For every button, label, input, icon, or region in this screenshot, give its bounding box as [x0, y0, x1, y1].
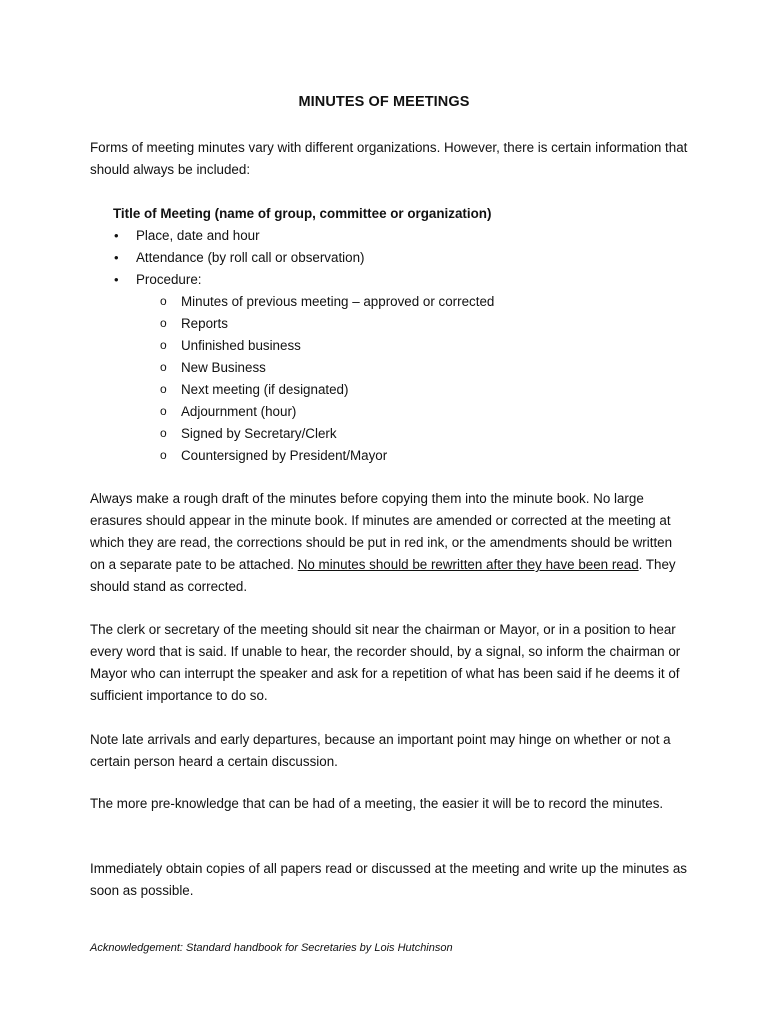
circle-bullet-icon: o: [160, 426, 167, 440]
circle-bullet-icon: o: [160, 316, 167, 330]
draft-paragraph: [90, 488, 690, 598]
list-item-text: New Business: [181, 360, 266, 375]
page-title: MINUTES OF MEETINGS: [298, 94, 470, 110]
list-item-text: Reports: [181, 316, 228, 331]
list-item-text: Next meeting (if designated): [181, 382, 349, 397]
list-item: [113, 269, 365, 291]
list-item: [158, 379, 494, 401]
section-heading: Title of Meeting (name of group, committee or organization): [113, 206, 492, 221]
clerk-paragraph: The clerk or secretary of the meeting should sit near the chairman or Mayor, or in a position to hear every word that is said. If unable to hear, the recorder should, by a signal, so inform the chairman or Mayor who can interrupt the speaker and ask for a repetition of what has been said if he deems it of sufficient importance to do so.: [90, 622, 681, 703]
list-item: [113, 225, 365, 247]
draft-text: Always make a rough draft of the minutes before copying them into the minute book. No large erasures should appear in the minute book. If minutes are amended or corrected at the meeting at which they are read, the corrections should be put in red ink, or the amendments should be written on a separate pate to be attached.: [90, 491, 673, 572]
circle-bullet-icon: o: [160, 448, 167, 462]
bullet-icon: •: [114, 250, 119, 265]
bullet-icon: •: [114, 272, 119, 287]
circle-bullet-icon: o: [160, 382, 167, 396]
list-item: [158, 423, 494, 445]
list-item-text: Adjournment (hour): [181, 404, 297, 419]
list-item: [158, 357, 494, 379]
list-item-text: Attendance (by roll call or observation): [136, 250, 365, 265]
preknowledge-paragraph: The more pre-knowledge that can be had of a meeting, the easier it will be to record the minutes.: [90, 796, 664, 811]
list-item: [113, 247, 365, 269]
circle-bullet-icon: o: [160, 294, 167, 308]
late-arrivals-paragraph: Note late arrivals and early departures, because an important point may hinge on whether or not a certain person heard a certain discussion.: [90, 732, 671, 769]
list-item: [158, 291, 494, 313]
list-item-text: Place, date and hour: [136, 228, 260, 243]
list-item-text: Unfinished business: [181, 338, 301, 353]
list-item-text: Countersigned by President/Mayor: [181, 448, 388, 463]
list-item: [158, 335, 494, 357]
list-item-text: Minutes of previous meeting – approved or corrected: [181, 294, 495, 309]
intro-paragraph: Forms of meeting minutes vary with different organizations. However, there is certain information that should always be included:: [90, 140, 688, 177]
list-item-text: Procedure:: [136, 272, 202, 287]
circle-bullet-icon: o: [160, 360, 167, 374]
bullet-list: [113, 225, 365, 291]
copies-paragraph: Immediately obtain copies of all papers read or discussed at the meeting and write up the minutes as soon as possible.: [90, 861, 687, 898]
list-item: [158, 445, 494, 467]
bullet-icon: •: [114, 228, 119, 243]
underlined-rule: No minutes should be rewritten after they have been read: [297, 557, 639, 572]
circle-bullet-icon: o: [160, 338, 167, 352]
list-item: [158, 401, 494, 423]
procedure-list: [158, 291, 494, 467]
circle-bullet-icon: o: [160, 404, 167, 418]
draft-text-end: . They should stand as corrected.: [90, 557, 676, 594]
acknowledgement: Acknowledgement: Standard handbook for Secretaries by Lois Hutchinson: [90, 942, 453, 954]
list-item-text: Signed by Secretary/Clerk: [181, 426, 337, 441]
list-item: [158, 313, 494, 335]
